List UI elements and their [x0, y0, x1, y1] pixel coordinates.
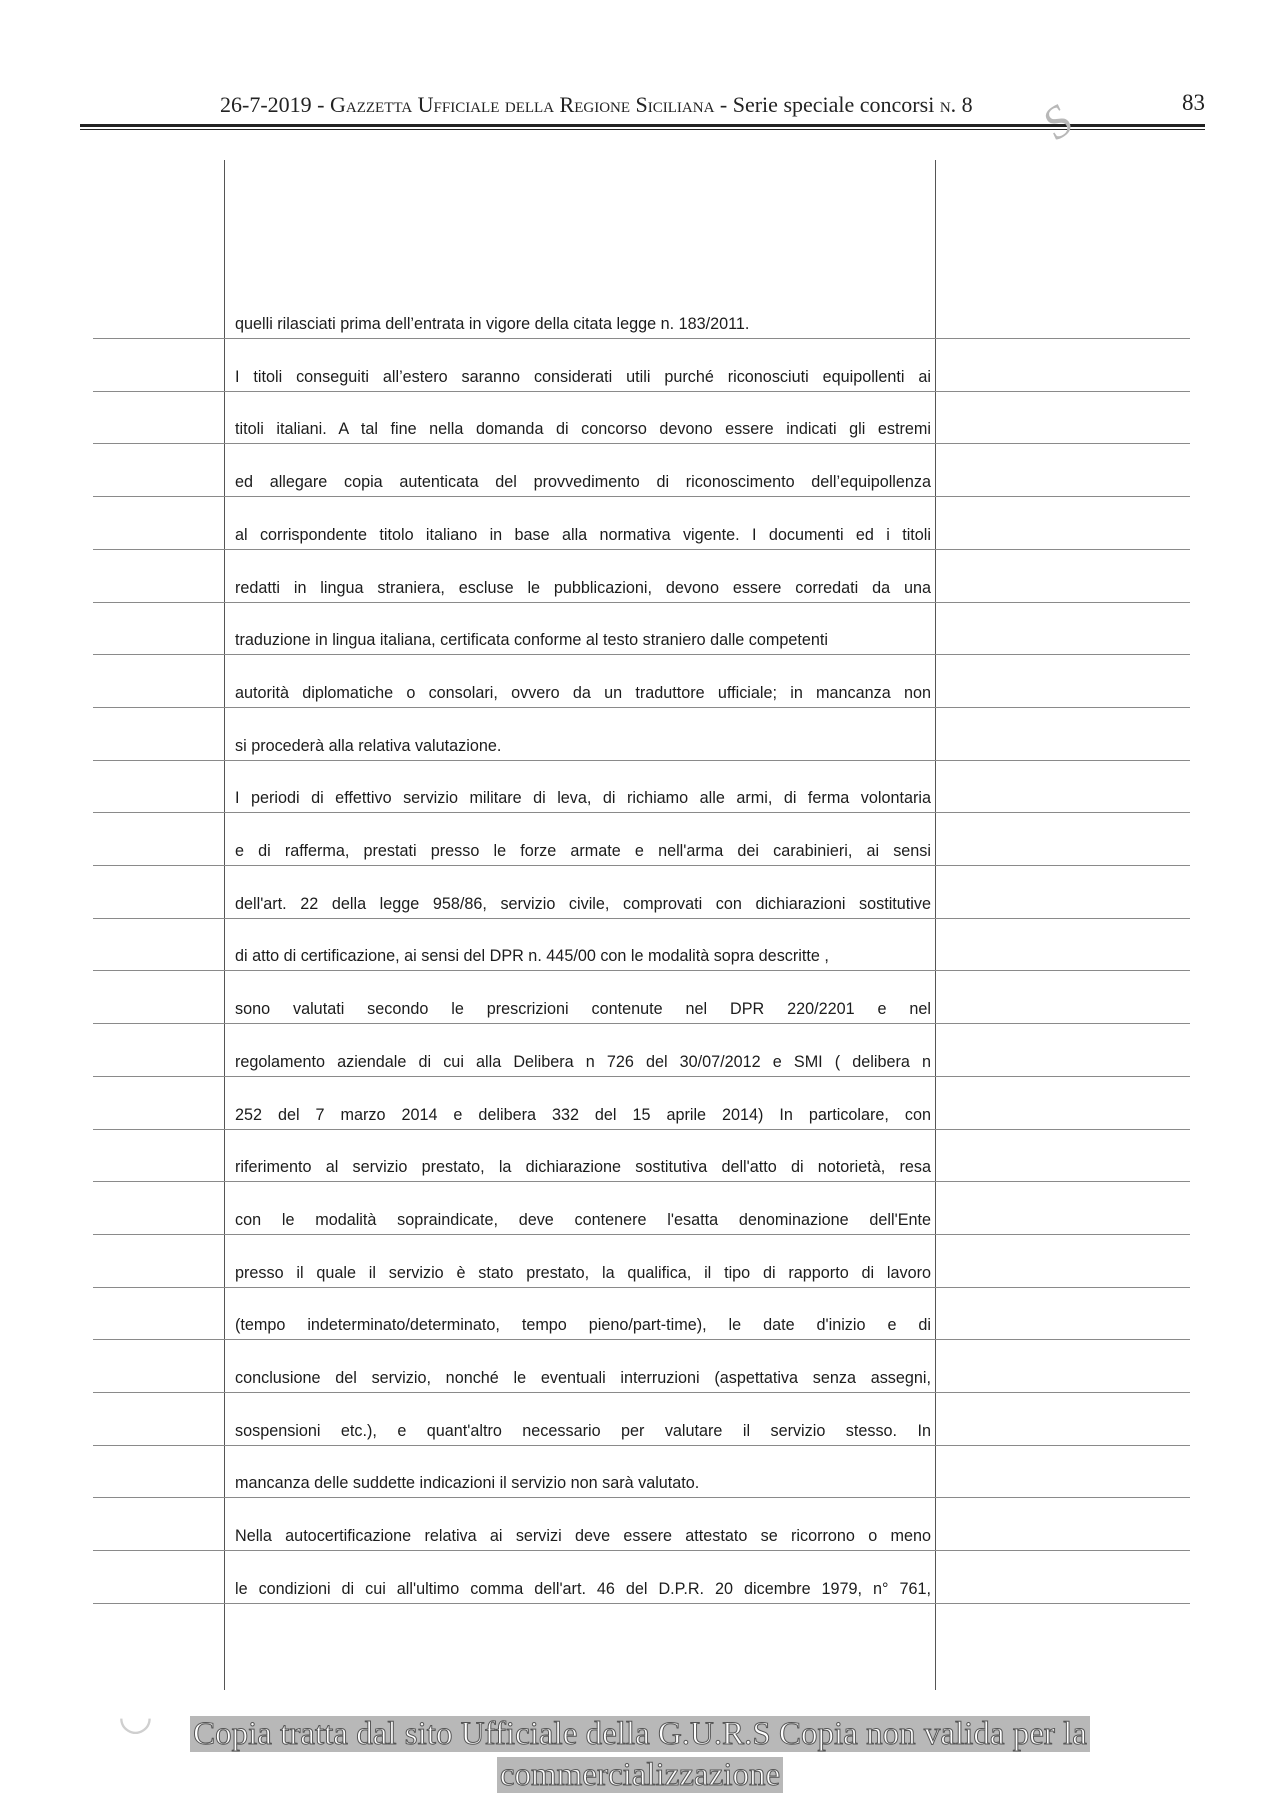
ruled-line [93, 391, 1190, 392]
body-line: di atto di certificazione, ai sensi del DPR n. 445/00 con le modalità sopra descritte , [235, 947, 829, 966]
ruled-line [93, 1550, 1190, 1551]
ruled-line [93, 496, 1190, 497]
body-line: I periodi di effettivo servizio militare di leva, di richiamo alle armi, di ferma volontaria [235, 789, 931, 808]
body-line: al corrispondente titolo italiano in base alla normativa vigente. I documenti ed i titoli [235, 525, 931, 544]
copy-notice [0, 1714, 1280, 1796]
body-line: Nella autocertificazione relativa ai servizi deve essere attestato se ricorrono o meno [235, 1527, 931, 1546]
ruled-line [93, 865, 1190, 866]
ruled-line [93, 549, 1190, 550]
footer-watermark-glyph-icon: ◡ [118, 1693, 153, 1738]
ruled-line [93, 812, 1190, 813]
body-line: le condizioni di cui all'ultimo comma dell'art. 46 del D.P.R. 20 dicembre 1979, n° 761, [235, 1579, 931, 1598]
body-line: quelli rilasciati prima dell’entrata in vigore della citata legge n. 183/2011. [235, 315, 750, 333]
body-line: 252 del 7 marzo 2014 e delibera 332 del 15 aprile 2014) In particolare, con [235, 1105, 931, 1124]
ruled-line [93, 1234, 1190, 1235]
body-line: redatti in lingua straniera, escluse le pubblicazioni, devono essere corredati da una [235, 578, 931, 597]
ruled-line [93, 1129, 1190, 1130]
body-line: titoli italiani. A tal fine nella domanda di concorso devono essere indicati gli estremi [235, 420, 931, 439]
body-line: riferimento al servizio prestato, la dichiarazione sostitutiva dell'atto di notorietà, resa [235, 1158, 931, 1177]
body-line: ed allegare copia autenticata del provvedimento di riconoscimento dell’equipollenza [235, 473, 931, 492]
ruled-line [93, 1339, 1190, 1340]
ruled-line [93, 1023, 1190, 1024]
body-line: traduzione in lingua italiana, certificata conforme al testo straniero dalle competenti [235, 631, 828, 650]
body-line: mancanza delle suddette indicazioni il servizio non sarà valutato. [235, 1474, 700, 1493]
ruled-line [93, 760, 1190, 761]
ruled-line [93, 654, 1190, 655]
ruled-line [93, 602, 1190, 603]
ruled-line [93, 918, 1190, 919]
copy-notice-line-1: Copia tratta dal sito Ufficiale della G.U.R.S Copia non valida per la [190, 1716, 1090, 1752]
body-line: dell'art. 22 della legge 958/86, servizio civile, comprovati con dichiarazioni sostitutive [235, 894, 931, 913]
ruled-line [93, 1497, 1190, 1498]
page-number: 83 [1182, 90, 1205, 115]
ruled-line [93, 707, 1190, 708]
header-publication: Gazzetta Ufficiale della Regione Siciliana [329, 92, 715, 117]
ruled-line [93, 970, 1190, 971]
ruled-line [93, 1603, 1190, 1604]
ruled-line [93, 1392, 1190, 1393]
body-line: con le modalità sopraindicate, deve contenere l'esatta denominazione dell'Ente [235, 1210, 931, 1229]
body-line: sospensioni etc.), e quant'altro necessario per valutare il servizio stesso. In [235, 1421, 931, 1440]
body-line: conclusione del servizio, nonché le eventuali interruzioni (aspettativa senza assegni, [235, 1369, 931, 1387]
body-line: (tempo indeterminato/determinato, tempo pieno/part-time), le date d'inizio e di [235, 1316, 931, 1335]
header-rule-thick [80, 124, 1205, 127]
header-series: Serie speciale concorsi [732, 92, 935, 117]
copy-notice-line-2: commercializzazione [497, 1757, 783, 1793]
header-title: 26-7-2019 - Gazzetta Ufficiale della Regione Siciliana - Serie speciale concorsi n. 8 [220, 92, 973, 117]
body-line: si procederà alla relativa valutazione. [235, 736, 502, 755]
ruled-line [93, 1076, 1190, 1077]
ruled-line [93, 338, 1190, 339]
header-date: 26-7-2019 [220, 92, 312, 117]
body-line: e di rafferma, prestati presso le forze armate e nell'arma dei carabinieri, ai sensi [235, 842, 931, 860]
header-rule-thin [80, 129, 1205, 130]
body-line: I titoli conseguiti all’estero saranno considerati utili purché riconosciuti equipollenti ai [235, 367, 931, 386]
body-line: sono valutati secondo le prescrizioni contenute nel DPR 220/2201 e nel [235, 1000, 931, 1019]
seal-fragment-icon: S [1033, 94, 1082, 150]
body-line: regolamento aziendale di cui alla Delibera n 726 del 30/07/2012 e SMI ( delibera n [235, 1052, 931, 1071]
body-line: autorità diplomatiche o consolari, ovvero da un traduttore ufficiale; in mancanza non [235, 683, 931, 702]
form-right-border [935, 160, 936, 1690]
ruled-line [93, 1445, 1190, 1446]
ruled-line [93, 443, 1190, 444]
body-line: presso il quale il servizio è stato prestato, la qualifica, il tipo di rapporto di lavoro [235, 1263, 931, 1282]
ruled-line [93, 1181, 1190, 1182]
form-left-border [224, 160, 225, 1690]
ruled-line [93, 1287, 1190, 1288]
header-issue: n. 8 [939, 92, 973, 117]
